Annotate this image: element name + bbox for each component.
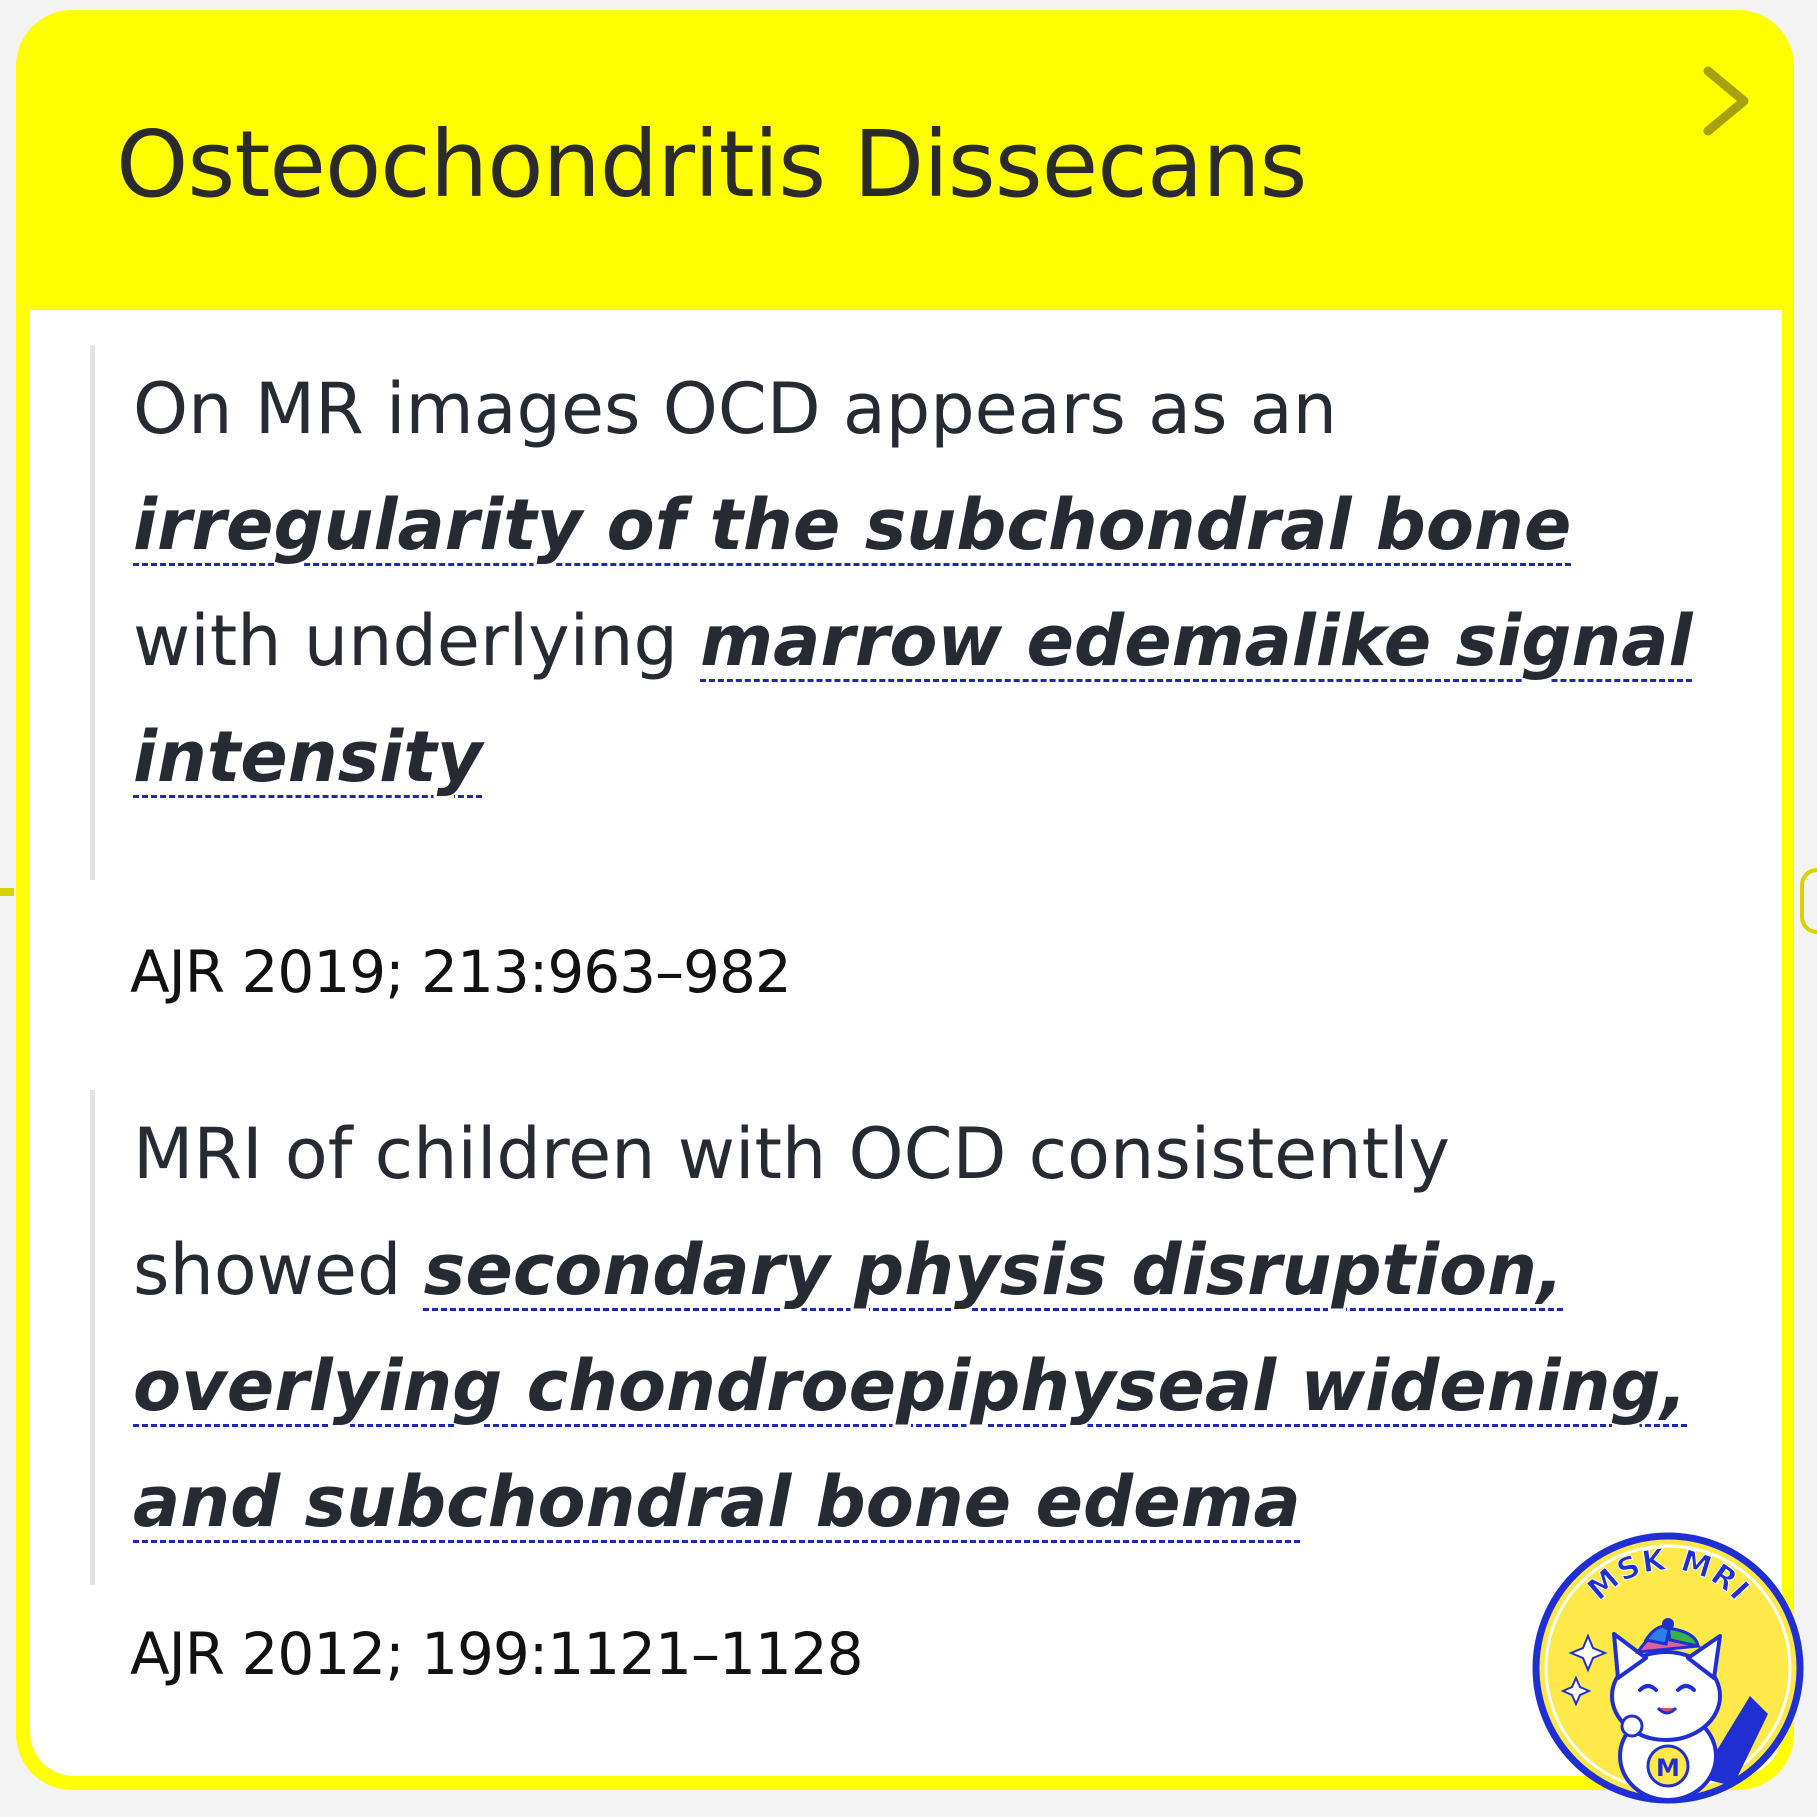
next-button[interactable] bbox=[1690, 56, 1762, 146]
cat-mascot-icon bbox=[1528, 1528, 1808, 1808]
quote-block bbox=[90, 345, 1710, 880]
page-edge-marker-left bbox=[0, 888, 14, 896]
highlighted-phrase: irregularity of the subchondral bone bbox=[133, 484, 1572, 566]
card-header bbox=[16, 10, 1794, 310]
msk-mri-badge bbox=[1528, 1528, 1808, 1808]
chevron-right-icon bbox=[1698, 61, 1754, 141]
card-title: Osteochondritis Dissecans bbox=[116, 111, 1307, 218]
badge-label: MSK MRI bbox=[1581, 1542, 1757, 1608]
quote-text bbox=[133, 1090, 1710, 1560]
citation: AJR 2019; 213:963–982 bbox=[130, 938, 791, 1006]
quote-text-span: with underlying bbox=[133, 600, 701, 682]
highlighted-phrase: secondary physis disruption, overlying chondroepiphyseal widening, and subchondral bone edema bbox=[133, 1229, 1688, 1543]
slide-card bbox=[16, 10, 1794, 1790]
highlighted-phrase: marrow edemalike signal intensity bbox=[133, 600, 1693, 798]
card-content bbox=[30, 310, 1782, 1776]
quote-text-span: MRI of children with OCD consistently showed bbox=[133, 1113, 1450, 1311]
quote-text bbox=[133, 345, 1710, 815]
page-edge-marker-right bbox=[1800, 868, 1817, 934]
quote-text-span: On MR images OCD appears as an bbox=[133, 368, 1337, 450]
citation: AJR 2012; 199:1121–1128 bbox=[130, 1620, 863, 1688]
badge-emblem: M bbox=[1656, 1754, 1680, 1782]
quote-block bbox=[90, 1090, 1710, 1585]
